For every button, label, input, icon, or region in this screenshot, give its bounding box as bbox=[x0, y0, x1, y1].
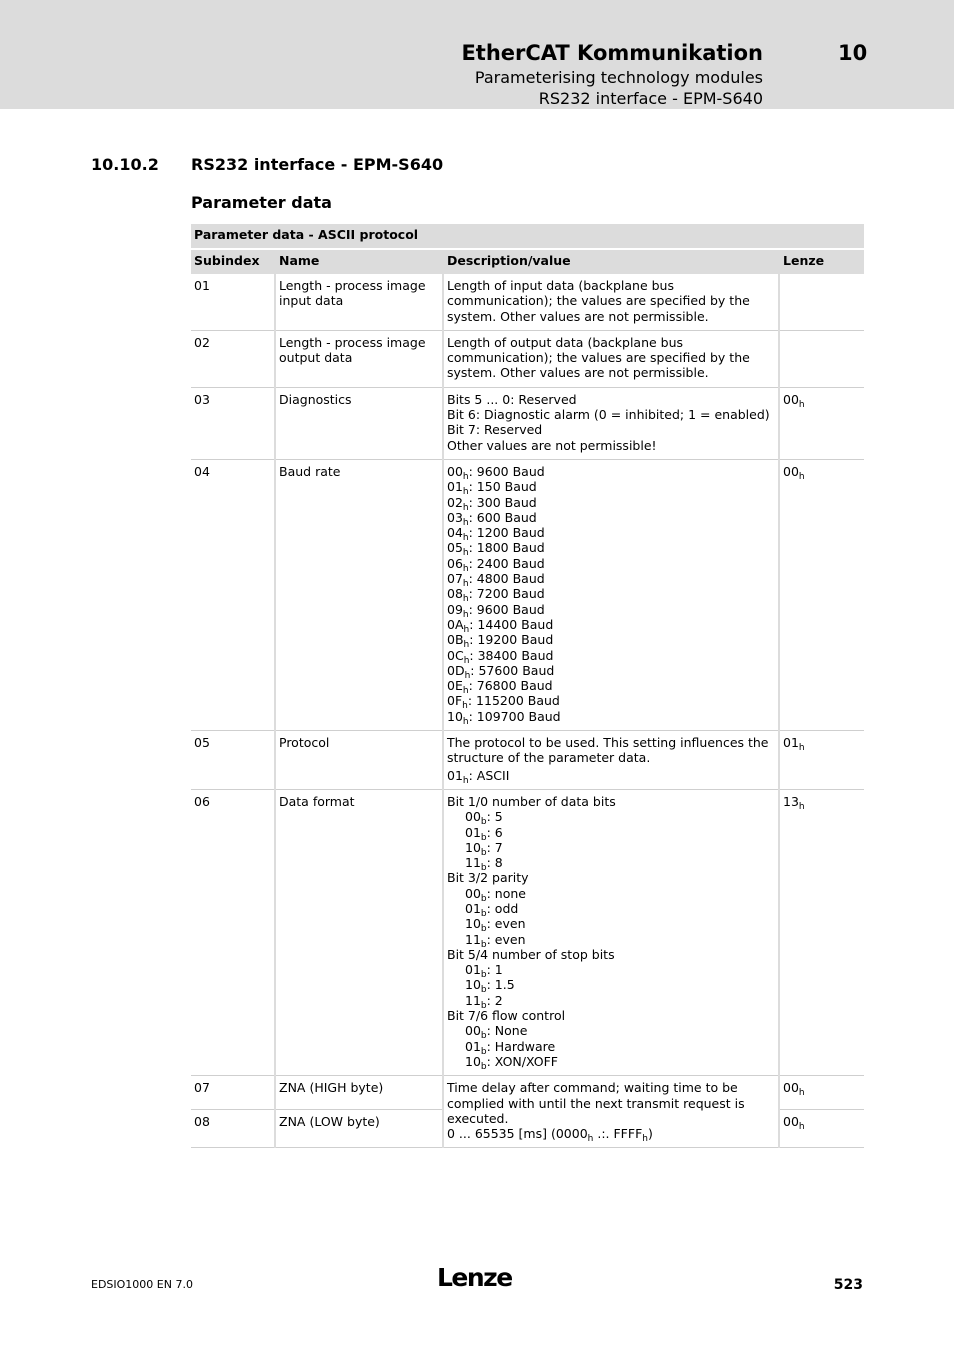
option-text: : odd bbox=[486, 900, 519, 916]
document-id: EDSIO1000 EN 7.0 bbox=[91, 1278, 193, 1291]
description-cell bbox=[443, 789, 779, 1075]
baud-rate-option bbox=[447, 632, 775, 651]
unit-suffix: b bbox=[480, 863, 487, 874]
lenze-logo: Lenze bbox=[437, 1263, 512, 1292]
baud-rate-option bbox=[447, 509, 775, 528]
baud-rate-option bbox=[447, 571, 775, 590]
option-text: : 5 bbox=[486, 809, 503, 825]
table-row bbox=[191, 330, 864, 387]
option-text: : 57600 Baud bbox=[470, 662, 555, 678]
lenze-value: 00 bbox=[783, 463, 799, 479]
baud-rate-option bbox=[447, 616, 775, 635]
unit-suffix: b bbox=[480, 939, 487, 950]
table-row bbox=[191, 789, 864, 1075]
hex-value: 01 bbox=[465, 900, 481, 916]
option-text: : 7 bbox=[486, 839, 503, 855]
unit-suffix: b bbox=[480, 1046, 487, 1057]
option-text: : 1800 Baud bbox=[468, 540, 545, 556]
header-subtitle: Parameterising technology modules bbox=[474, 68, 763, 87]
name-cell: Data format bbox=[275, 789, 443, 1075]
format-option bbox=[447, 900, 775, 919]
stop-bits-list bbox=[447, 962, 775, 1011]
format-option bbox=[447, 1053, 775, 1072]
option-text: : ASCII bbox=[468, 767, 510, 783]
format-group-title: Bit 1/0 number of data bits bbox=[447, 793, 616, 809]
baud-rate-option bbox=[447, 647, 775, 666]
lenze-value: 01 bbox=[783, 735, 799, 751]
description-line bbox=[447, 1126, 775, 1145]
hex-value: 06 bbox=[447, 555, 463, 571]
lenze-cell bbox=[779, 789, 864, 1075]
header-subtitle-2: RS232 interface - EPM-S640 bbox=[538, 89, 763, 108]
format-group-title: Bit 3/2 parity bbox=[447, 870, 529, 886]
subsection-title: Parameter data bbox=[191, 193, 332, 212]
option-text: : 38400 Baud bbox=[469, 647, 554, 663]
name-cell: ZNA (LOW byte) bbox=[275, 1110, 443, 1148]
option-text: : 1 bbox=[486, 962, 503, 978]
description-line: Bits 5 ... 0: Reserved bbox=[447, 391, 577, 407]
hex-suffix: h bbox=[642, 1134, 648, 1145]
lenze-value: 00 bbox=[783, 391, 799, 407]
unit-suffix: h bbox=[462, 701, 468, 712]
lenze-cell bbox=[779, 731, 864, 790]
unit-suffix: h bbox=[463, 655, 470, 666]
name-cell: Baud rate bbox=[275, 459, 443, 730]
option-text: : 19200 Baud bbox=[469, 632, 554, 648]
unit-suffix: h bbox=[463, 624, 470, 635]
option-text: : 2 bbox=[486, 992, 503, 1008]
hex-value: 0D bbox=[447, 662, 465, 678]
unit-suffix: b bbox=[480, 817, 487, 828]
subindex-cell: 03 bbox=[191, 387, 275, 459]
option-text: : 115200 Baud bbox=[467, 693, 560, 709]
unit-suffix: h bbox=[462, 533, 469, 544]
unit-suffix: h bbox=[464, 670, 471, 681]
option-text: : 300 Baud bbox=[468, 494, 537, 510]
unit-suffix: b bbox=[480, 970, 487, 981]
format-group-title: Bit 7/6 flow control bbox=[447, 1008, 566, 1024]
format-option bbox=[447, 931, 775, 950]
subindex-cell: 02 bbox=[191, 330, 275, 387]
hex-value: 00 bbox=[465, 1023, 481, 1039]
name-cell: Length - process image input data bbox=[275, 274, 443, 330]
name-cell: ZNA (HIGH byte) bbox=[275, 1076, 443, 1110]
hex-suffix: h bbox=[798, 471, 805, 482]
hex-value: 11 bbox=[465, 992, 481, 1008]
lenze-value: 00 bbox=[783, 1114, 799, 1130]
hex-suffix: h bbox=[798, 743, 805, 754]
range-text: 0 ... 65535 [ms] (0000 bbox=[447, 1126, 588, 1142]
format-option bbox=[447, 809, 775, 828]
hex-value: 10 bbox=[465, 977, 481, 993]
hex-value: 08 bbox=[447, 586, 463, 602]
option-text: : 8 bbox=[486, 855, 503, 871]
option-text: : 600 Baud bbox=[468, 509, 537, 525]
baud-rate-option bbox=[447, 662, 775, 681]
option-text: : none bbox=[486, 885, 526, 901]
description-line: Bit 7: Reserved bbox=[447, 422, 543, 438]
hex-value: 01 bbox=[447, 767, 463, 783]
hex-value: 10 bbox=[465, 839, 481, 855]
description-cell bbox=[443, 459, 779, 730]
format-option bbox=[447, 824, 775, 843]
baud-rate-option bbox=[447, 693, 775, 712]
column-header-lenze: Lenze bbox=[779, 249, 864, 274]
hex-value: 00 bbox=[465, 885, 481, 901]
option-text: : 9600 Baud bbox=[468, 463, 545, 479]
baud-rate-option bbox=[447, 555, 775, 574]
format-option bbox=[447, 962, 775, 981]
unit-suffix: h bbox=[462, 686, 469, 697]
name-cell: Protocol bbox=[275, 731, 443, 790]
option-text: : 1200 Baud bbox=[468, 525, 545, 541]
unit-suffix: h bbox=[462, 471, 469, 482]
baud-rate-option bbox=[447, 463, 775, 482]
hex-value: 0F bbox=[447, 693, 463, 709]
column-header-description: Description/value bbox=[443, 249, 779, 274]
format-option bbox=[447, 885, 775, 904]
unit-suffix: h bbox=[462, 517, 469, 528]
option-text: : 9600 Baud bbox=[468, 601, 545, 617]
table-row bbox=[191, 459, 864, 730]
unit-suffix: b bbox=[480, 908, 487, 919]
hex-value: 00 bbox=[465, 809, 481, 825]
option-text: : 1.5 bbox=[486, 977, 515, 993]
description-cell: Length of input data (backplane bus communication); the values are specified by the system. Other values are not permissible. bbox=[443, 274, 779, 330]
baud-rate-list bbox=[447, 463, 775, 727]
lenze-cell bbox=[779, 1076, 864, 1110]
hex-value: 11 bbox=[465, 931, 481, 947]
parameter-table bbox=[191, 224, 864, 1148]
unit-suffix: b bbox=[480, 1031, 487, 1042]
hex-value: 02 bbox=[447, 494, 463, 510]
unit-suffix: h bbox=[462, 716, 469, 727]
hex-value: 01 bbox=[465, 824, 481, 840]
option-text: : XON/XOFF bbox=[486, 1053, 558, 1069]
lenze-value: 00 bbox=[783, 1080, 799, 1096]
subindex-cell: 08 bbox=[191, 1110, 275, 1148]
unit-suffix: h bbox=[462, 579, 469, 590]
subindex-cell: 05 bbox=[191, 731, 275, 790]
option-text: : 6 bbox=[486, 824, 503, 840]
format-option bbox=[447, 916, 775, 935]
format-option bbox=[447, 1023, 775, 1042]
section-number: 10.10.2 bbox=[91, 155, 159, 174]
baud-rate-option bbox=[447, 678, 775, 697]
hex-value: 11 bbox=[465, 855, 481, 871]
hex-value: 03 bbox=[447, 509, 463, 525]
name-cell: Diagnostics bbox=[275, 387, 443, 459]
hex-suffix: h bbox=[587, 1134, 594, 1145]
subindex-cell: 01 bbox=[191, 274, 275, 330]
hex-value: 0A bbox=[447, 616, 464, 632]
unit-suffix: b bbox=[480, 924, 487, 935]
description-line: Time delay after command; waiting time to be complied with until the next transmit request is executed. bbox=[447, 1080, 745, 1126]
hex-value: 07 bbox=[447, 571, 463, 587]
table-row bbox=[191, 274, 864, 330]
option-text: : 14400 Baud bbox=[469, 616, 554, 632]
unit-suffix: h bbox=[463, 640, 470, 651]
hex-suffix: h bbox=[798, 399, 805, 410]
format-option bbox=[447, 855, 775, 874]
hex-value: 00 bbox=[447, 463, 463, 479]
flow-control-list bbox=[447, 1023, 775, 1072]
baud-rate-option bbox=[447, 540, 775, 559]
subindex-cell: 06 bbox=[191, 789, 275, 1075]
chapter-number: 10 bbox=[838, 41, 868, 65]
table-row bbox=[191, 1076, 864, 1110]
unit-suffix: b bbox=[480, 832, 487, 843]
baud-rate-option bbox=[447, 494, 775, 513]
hex-value: 0E bbox=[447, 678, 463, 694]
format-option bbox=[447, 977, 775, 996]
unit-suffix: h bbox=[462, 563, 469, 574]
unit-suffix: b bbox=[480, 893, 487, 904]
description-cell bbox=[443, 387, 779, 459]
option-text: : 150 Baud bbox=[468, 479, 537, 495]
option-text: : 76800 Baud bbox=[468, 678, 553, 694]
description-cell bbox=[443, 731, 779, 790]
column-header-name: Name bbox=[275, 249, 443, 274]
baud-rate-option bbox=[447, 601, 775, 620]
page-number: 523 bbox=[833, 1277, 863, 1293]
hex-value: 0C bbox=[447, 647, 464, 663]
unit-suffix: h bbox=[462, 548, 469, 559]
data-bits-list bbox=[447, 809, 775, 874]
format-group-title: Bit 5/4 number of stop bits bbox=[447, 946, 615, 962]
baud-rate-option bbox=[447, 479, 775, 498]
option-text: : 2400 Baud bbox=[468, 555, 545, 571]
option-text: : even bbox=[486, 916, 526, 932]
table-row bbox=[191, 731, 864, 790]
baud-rate-option bbox=[447, 586, 775, 605]
subindex-cell: 07 bbox=[191, 1076, 275, 1110]
hex-value: 01 bbox=[447, 479, 463, 495]
table-caption: Parameter data - ASCII protocol bbox=[191, 224, 864, 249]
hex-value: 0B bbox=[447, 632, 464, 648]
unit-suffix: b bbox=[480, 847, 487, 858]
baud-rate-option bbox=[447, 525, 775, 544]
hex-suffix: h bbox=[798, 1088, 805, 1099]
unit-suffix: h bbox=[462, 594, 469, 605]
option-text: : 109700 Baud bbox=[468, 708, 561, 724]
name-cell: Length - process image output data bbox=[275, 330, 443, 387]
unit-suffix: b bbox=[480, 1000, 487, 1011]
range-text: ) bbox=[647, 1126, 653, 1142]
unit-suffix: b bbox=[480, 1061, 487, 1072]
hex-suffix: h bbox=[798, 801, 805, 812]
description-cell: Length of output data (backplane bus communication); the values are specified by the system. Other values are not permissible. bbox=[443, 330, 779, 387]
hex-value: 01 bbox=[465, 1038, 481, 1054]
hex-value: 10 bbox=[465, 1053, 481, 1069]
unit-suffix: h bbox=[462, 502, 469, 513]
option-text: : even bbox=[486, 931, 526, 947]
option-text: : Hardware bbox=[486, 1038, 556, 1054]
option-text: : 7200 Baud bbox=[468, 586, 545, 602]
range-text: .:. FFFF bbox=[593, 1126, 643, 1142]
description-line bbox=[447, 767, 775, 786]
format-option bbox=[447, 1038, 775, 1057]
hex-suffix: h bbox=[798, 1122, 805, 1133]
table-row bbox=[191, 387, 864, 459]
unit-suffix: h bbox=[462, 609, 469, 620]
hex-value: 05 bbox=[447, 540, 463, 556]
description-cell bbox=[443, 1076, 779, 1148]
lenze-cell bbox=[779, 1110, 864, 1148]
chapter-title: EtherCAT Kommunikation bbox=[461, 41, 763, 65]
description-line: Other values are not permissible! bbox=[447, 437, 657, 453]
lenze-cell bbox=[779, 274, 864, 330]
lenze-cell bbox=[779, 459, 864, 730]
column-header-subindex: Subindex bbox=[191, 249, 275, 274]
parity-list bbox=[447, 885, 775, 950]
hex-value: 10 bbox=[447, 708, 463, 724]
lenze-cell bbox=[779, 387, 864, 459]
lenze-cell bbox=[779, 330, 864, 387]
option-text: : 4800 Baud bbox=[468, 571, 545, 587]
hex-value: 09 bbox=[447, 601, 463, 617]
hex-suffix: h bbox=[462, 775, 469, 786]
lenze-value: 13 bbox=[783, 793, 799, 809]
description-line: The protocol to be used. This setting influences the structure of the parameter data. bbox=[447, 735, 769, 766]
format-option bbox=[447, 839, 775, 858]
section-title: RS232 interface - EPM-S640 bbox=[191, 155, 444, 174]
description-line: Bit 6: Diagnostic alarm (0 = inhibited; 1 = enabled) bbox=[447, 407, 770, 423]
format-option bbox=[447, 992, 775, 1011]
unit-suffix: b bbox=[480, 985, 487, 996]
subindex-cell: 04 bbox=[191, 459, 275, 730]
hex-value: 10 bbox=[465, 916, 481, 932]
hex-value: 01 bbox=[465, 962, 481, 978]
baud-rate-option bbox=[447, 708, 775, 727]
option-text: : None bbox=[486, 1023, 528, 1039]
hex-value: 04 bbox=[447, 525, 463, 541]
unit-suffix: h bbox=[462, 487, 469, 498]
